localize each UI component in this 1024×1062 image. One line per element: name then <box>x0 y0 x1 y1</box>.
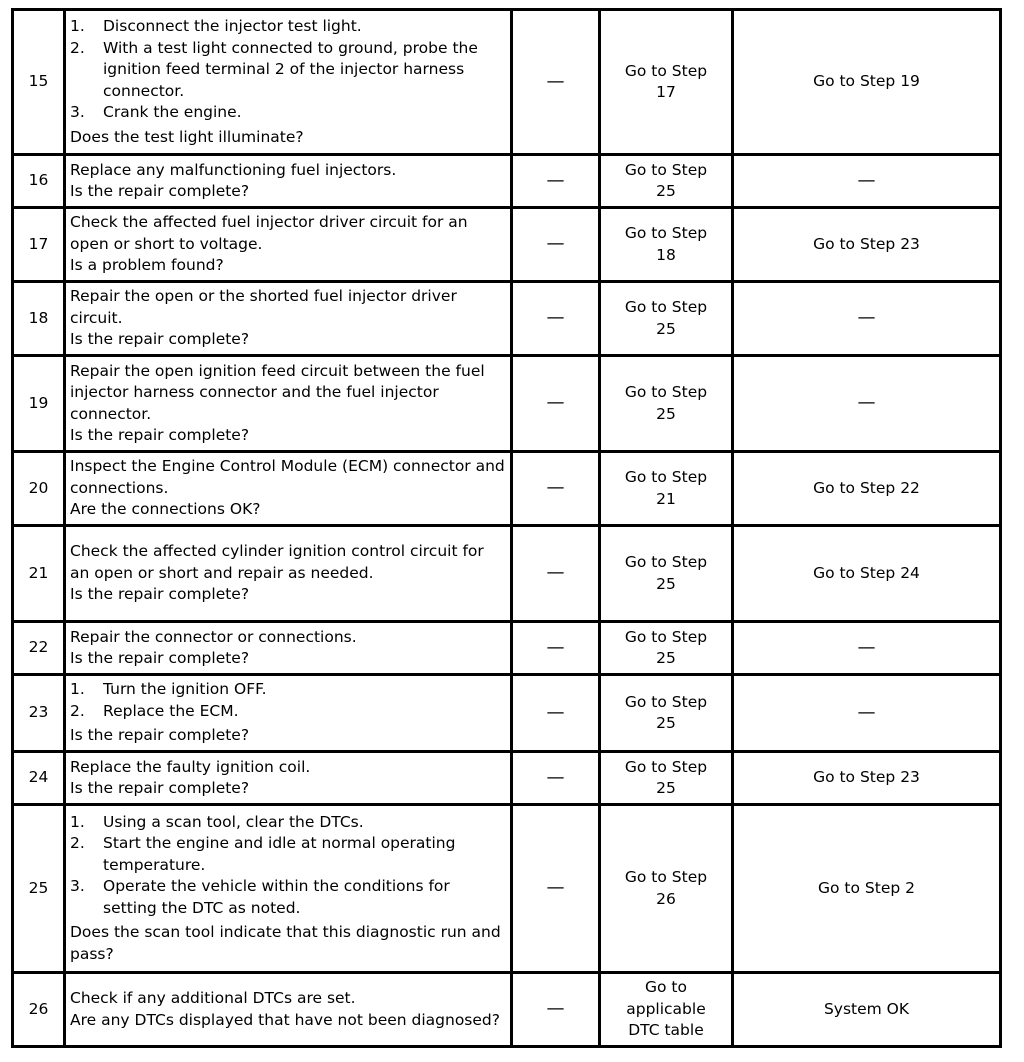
step-number-cell <box>13 526 65 622</box>
no-action: Go to Step 2 <box>818 878 915 897</box>
action-question: Is the repair complete? <box>70 726 250 745</box>
value-cell <box>512 356 600 452</box>
table-row <box>13 208 1001 282</box>
yes-cell <box>600 452 733 526</box>
action-question: Is the repair complete? <box>70 779 250 797</box>
no-action: Go to Step 24 <box>813 563 920 582</box>
action-step-item <box>70 701 506 723</box>
step-number-cell <box>13 675 65 752</box>
action-step-item <box>70 679 506 701</box>
action-text: Check the affected fuel injector driver circuit for an open or short to voltage. <box>70 213 468 253</box>
value-cell <box>512 452 600 526</box>
action-step-text: Using a scan tool, clear the DTCs. <box>103 812 364 831</box>
table-row <box>13 973 1001 1047</box>
no-cell <box>733 10 1001 155</box>
diagnostic-table-body <box>13 10 1001 1047</box>
action-text: Check the affected cylinder ignition control circuit for an open or short and repair as needed. <box>70 542 484 582</box>
table-row <box>13 155 1001 208</box>
value-text: — <box>546 169 565 191</box>
table-row <box>13 282 1001 356</box>
diagnostic-page <box>11 8 1002 1048</box>
yes-action: Go to Step 25 <box>624 383 708 423</box>
table-row <box>13 805 1001 973</box>
action-step-text: Replace the ECM. <box>103 701 239 720</box>
value-text: — <box>546 477 565 499</box>
no-cell <box>733 208 1001 282</box>
action-text: Repair the connector or connections. <box>70 627 357 646</box>
action-step-text: Crank the engine. <box>103 103 242 121</box>
action-cell <box>65 452 512 526</box>
no-action: — <box>857 701 876 723</box>
table-row <box>13 675 1001 752</box>
step-number-cell <box>13 805 65 973</box>
action-question: Does the test light illuminate? <box>70 127 304 146</box>
value-text: — <box>546 307 565 329</box>
no-action: — <box>857 392 876 414</box>
action-cell <box>65 526 512 622</box>
action-cell <box>65 208 512 282</box>
step-number-cell <box>13 452 65 526</box>
yes-action: Go to Step 25 <box>624 298 708 338</box>
action-steps-list <box>70 679 506 722</box>
no-cell <box>733 675 1001 752</box>
action-step-item <box>70 38 506 103</box>
no-action: Go to Step 22 <box>813 478 920 497</box>
value-cell <box>512 10 600 155</box>
action-text: Inspect the Engine Control Module (ECM) connector and connections. <box>70 457 505 497</box>
action-cell <box>65 805 512 973</box>
action-question: Is the repair complete? <box>70 182 250 200</box>
no-cell <box>733 752 1001 805</box>
step-number: 25 <box>28 878 49 897</box>
value-text: — <box>546 766 565 788</box>
no-cell <box>733 282 1001 356</box>
action-question: Is the repair complete? <box>70 585 250 604</box>
step-number: 20 <box>28 478 49 497</box>
action-step-text: Disconnect the injector test light. <box>103 17 362 35</box>
no-action: Go to Step 23 <box>813 234 920 253</box>
action-text: Repair the open or the shorted fuel injector driver circuit. <box>70 287 457 327</box>
step-number-cell <box>13 973 65 1047</box>
no-action: — <box>857 307 876 329</box>
value-cell <box>512 282 600 356</box>
table-row <box>13 10 1001 155</box>
action-question: Is a problem found? <box>70 256 224 275</box>
value-text: — <box>546 998 565 1020</box>
value-cell <box>512 675 600 752</box>
action-cell <box>65 282 512 356</box>
step-number: 19 <box>28 393 49 412</box>
action-question: Are the connections OK? <box>70 500 261 519</box>
action-step-text: With a test light connected to ground, probe the ignition feed terminal 2 of the injector harness connector. <box>103 38 478 100</box>
action-cell <box>65 155 512 208</box>
action-step-item <box>70 102 506 124</box>
action-step-number: 3. <box>70 877 85 896</box>
step-number: 23 <box>28 703 49 722</box>
action-cell <box>65 675 512 752</box>
action-step-text: Start the engine and idle at normal operating temperature. <box>103 834 456 874</box>
step-number-cell <box>13 356 65 452</box>
action-question: Does the scan tool indicate that this diagnostic run and pass? <box>70 923 501 963</box>
yes-cell <box>600 805 733 973</box>
diagnostic-table <box>11 8 1002 1048</box>
step-number: 16 <box>28 171 49 190</box>
no-action: Go to Step 19 <box>813 72 920 91</box>
yes-cell <box>600 526 733 622</box>
action-step-text: Turn the ignition OFF. <box>103 680 267 699</box>
yes-cell <box>600 622 733 675</box>
yes-action: Go to Step 25 <box>624 757 708 797</box>
yes-action: Go to Step 26 <box>624 868 708 908</box>
action-step-number: 2. <box>70 701 85 720</box>
step-number: 26 <box>28 999 49 1018</box>
step-number: 17 <box>28 234 49 253</box>
table-row <box>13 356 1001 452</box>
value-cell <box>512 805 600 973</box>
action-cell <box>65 752 512 805</box>
no-cell <box>733 155 1001 208</box>
action-steps-list <box>70 16 506 124</box>
yes-cell <box>600 10 733 155</box>
value-cell <box>512 622 600 675</box>
no-cell <box>733 622 1001 675</box>
action-steps-list <box>70 812 506 920</box>
yes-action: Go to Step 25 <box>624 627 708 667</box>
value-cell <box>512 752 600 805</box>
action-text: Replace the faulty ignition coil. <box>70 757 311 776</box>
table-row <box>13 526 1001 622</box>
yes-cell <box>600 208 733 282</box>
yes-cell <box>600 973 733 1047</box>
value-text: — <box>546 877 565 899</box>
action-step-number: 1. <box>70 812 85 831</box>
action-question: Is the repair complete? <box>70 649 250 667</box>
value-cell <box>512 155 600 208</box>
yes-action: Go to Step 17 <box>624 61 708 101</box>
action-step-number: 1. <box>70 680 85 699</box>
value-text: — <box>546 392 565 414</box>
action-question: Is the repair complete? <box>70 426 250 444</box>
action-step-text: Operate the vehicle within the conditions for setting the DTC as noted. <box>103 877 450 917</box>
no-cell <box>733 356 1001 452</box>
yes-action: Go to Step 21 <box>624 468 708 508</box>
yes-action: Go to applicable DTC table <box>626 978 706 1040</box>
yes-cell <box>600 356 733 452</box>
action-cell <box>65 10 512 155</box>
step-number-cell <box>13 282 65 356</box>
value-cell <box>512 526 600 622</box>
yes-action: Go to Step 25 <box>624 692 708 732</box>
action-step-number: 1. <box>70 17 85 35</box>
action-step-item <box>70 812 506 834</box>
no-cell <box>733 452 1001 526</box>
yes-cell <box>600 282 733 356</box>
step-number-cell <box>13 622 65 675</box>
action-step-number: 2. <box>70 834 85 853</box>
value-cell <box>512 208 600 282</box>
yes-cell <box>600 675 733 752</box>
value-text: — <box>546 701 565 723</box>
no-action: System OK <box>823 999 910 1018</box>
action-step-number: 2. <box>70 38 85 57</box>
action-question: Is the repair complete? <box>70 330 250 349</box>
table-row <box>13 752 1001 805</box>
action-cell <box>65 356 512 452</box>
step-number: 18 <box>28 308 49 327</box>
yes-cell <box>600 752 733 805</box>
value-text: — <box>546 636 565 658</box>
no-action: — <box>857 169 876 191</box>
step-number: 21 <box>28 563 49 582</box>
action-question: Are any DTCs displayed that have not been diagnosed? <box>70 1010 500 1029</box>
action-step-item <box>70 876 506 919</box>
yes-action: Go to Step 18 <box>624 224 708 264</box>
step-number-cell <box>13 752 65 805</box>
action-text: Check if any additional DTCs are set. <box>70 989 356 1007</box>
no-cell <box>733 805 1001 973</box>
no-cell <box>733 526 1001 622</box>
value-text: — <box>546 70 565 92</box>
no-cell <box>733 973 1001 1047</box>
action-step-item <box>70 833 506 876</box>
action-text: Replace any malfunctioning fuel injectors. <box>70 160 397 179</box>
value-text: — <box>546 562 565 584</box>
step-number: 24 <box>28 768 49 787</box>
action-step-item <box>70 16 506 38</box>
action-text: Repair the open ignition feed circuit between the fuel injector harness connector and the fuel injector connector. <box>70 361 485 423</box>
step-number-cell <box>13 208 65 282</box>
action-cell <box>65 973 512 1047</box>
value-text: — <box>546 233 565 255</box>
yes-action: Go to Step 25 <box>624 160 708 200</box>
table-row <box>13 452 1001 526</box>
step-number: 15 <box>28 72 49 91</box>
step-number: 22 <box>28 638 49 657</box>
step-number-cell <box>13 10 65 155</box>
yes-cell <box>600 155 733 208</box>
no-action: Go to Step 23 <box>813 768 920 787</box>
no-action: — <box>857 636 876 658</box>
action-step-number: 3. <box>70 103 85 121</box>
yes-action: Go to Step 25 <box>624 553 708 593</box>
action-cell <box>65 622 512 675</box>
table-row <box>13 622 1001 675</box>
value-cell <box>512 973 600 1047</box>
step-number-cell <box>13 155 65 208</box>
